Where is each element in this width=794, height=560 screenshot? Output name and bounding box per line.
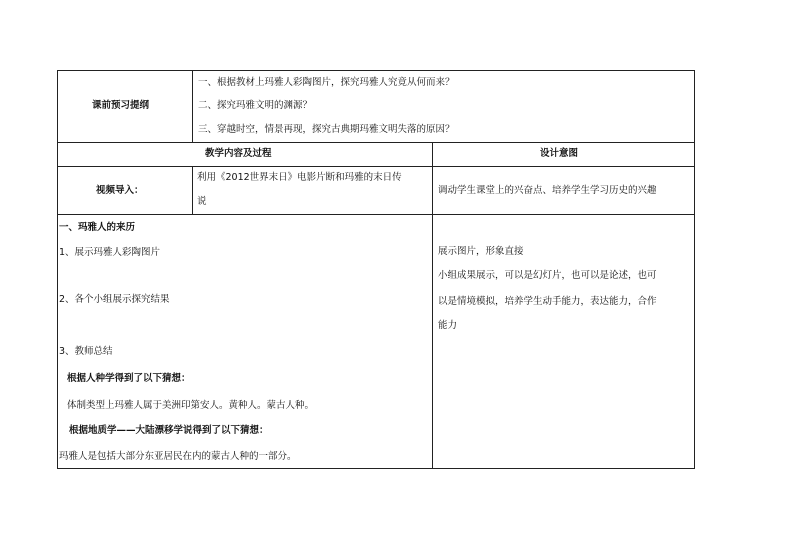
prep-outline-item-3: 三、穿越时空，情景再现，探究古典期玛雅文明失落的原因？	[198, 124, 455, 135]
prep-outline-item-1: 一、根据教材上玛雅人彩陶图片，探究玛雅人究竟从何而来？	[198, 77, 455, 88]
section-one-step-1: 1、展示玛雅人彩陶图片	[59, 247, 161, 258]
intent-line-4: 能力	[438, 320, 458, 331]
section-one-step-3: 3、教师总结	[59, 346, 113, 357]
intent-line-2: 小组成果展示，可以是幻灯片，也可以是论述，也可	[438, 270, 657, 281]
header-content: 教学内容及过程	[205, 148, 272, 159]
header-intent: 设计意图	[540, 148, 579, 159]
row-divider-header	[57, 166, 695, 167]
geo-heading: 根据地质学——大陆漂移学说得到了以下猜想：	[69, 425, 269, 436]
intent-line-3: 以是情境模拟，培养学生动手能力，表达能力，合作	[438, 296, 657, 307]
col-divider-label-top	[192, 70, 193, 142]
table-top-border	[57, 70, 695, 71]
table-left-border	[57, 70, 58, 468]
table-bottom-border	[57, 468, 695, 469]
video-intent: 调动学生课堂上的兴奋点、培养学生学习历史的兴趣	[438, 185, 657, 196]
row-divider-prep	[57, 142, 695, 143]
video-content-line2: 说	[197, 196, 207, 207]
col-divider-label-video	[192, 166, 193, 214]
prep-outline-item-2: 二、探究玛雅文明的渊源？	[198, 100, 313, 111]
race-text: 体制类型上玛雅人属于美洲印第安人。黄种人。蒙古人种。	[67, 400, 315, 411]
video-content-line1: 利用《2012世界末日》电影片断和玛雅的末日传	[197, 172, 402, 183]
section-one-title: 一、玛雅人的来历	[59, 222, 136, 233]
col-divider-intent	[432, 142, 433, 468]
video-label: 视频导入：	[96, 185, 144, 196]
row-divider-video	[57, 214, 695, 215]
intent-line-1: 展示图片，形象直接	[438, 246, 524, 257]
prep-outline-label: 课前预习提纲	[92, 100, 150, 111]
section-one-step-2: 2、各个小组展示探究结果	[59, 294, 170, 305]
race-heading: 根据人种学得到了以下猜想：	[67, 373, 191, 384]
table-right-border	[694, 70, 695, 468]
geo-text: 玛雅人是包括大部分东亚居民在内的蒙古人种的一部分。	[59, 451, 297, 462]
